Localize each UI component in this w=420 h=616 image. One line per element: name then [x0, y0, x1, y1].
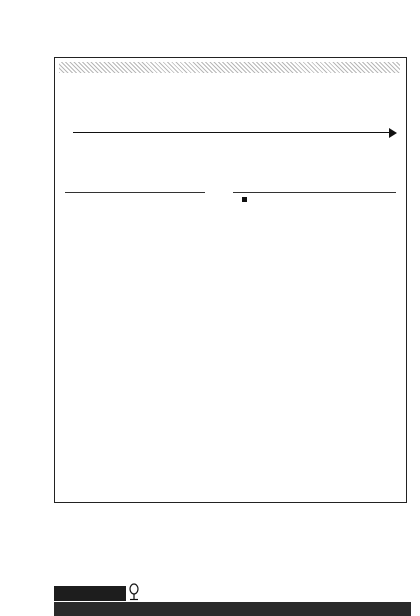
over-to-you-title: [54, 586, 126, 601]
over-to-you-question: [54, 602, 411, 616]
arrow-head-icon: [389, 128, 397, 138]
article-right-column: [235, 196, 397, 205]
column-rule: [65, 192, 205, 193]
microphone-icon: [124, 583, 144, 601]
column-rule: [233, 192, 396, 193]
arrow-rule: [73, 132, 391, 133]
decorative-hatch-band: [59, 62, 400, 73]
paragraph: [235, 196, 397, 205]
article-box: [54, 57, 407, 503]
end-mark-icon: [242, 197, 247, 202]
